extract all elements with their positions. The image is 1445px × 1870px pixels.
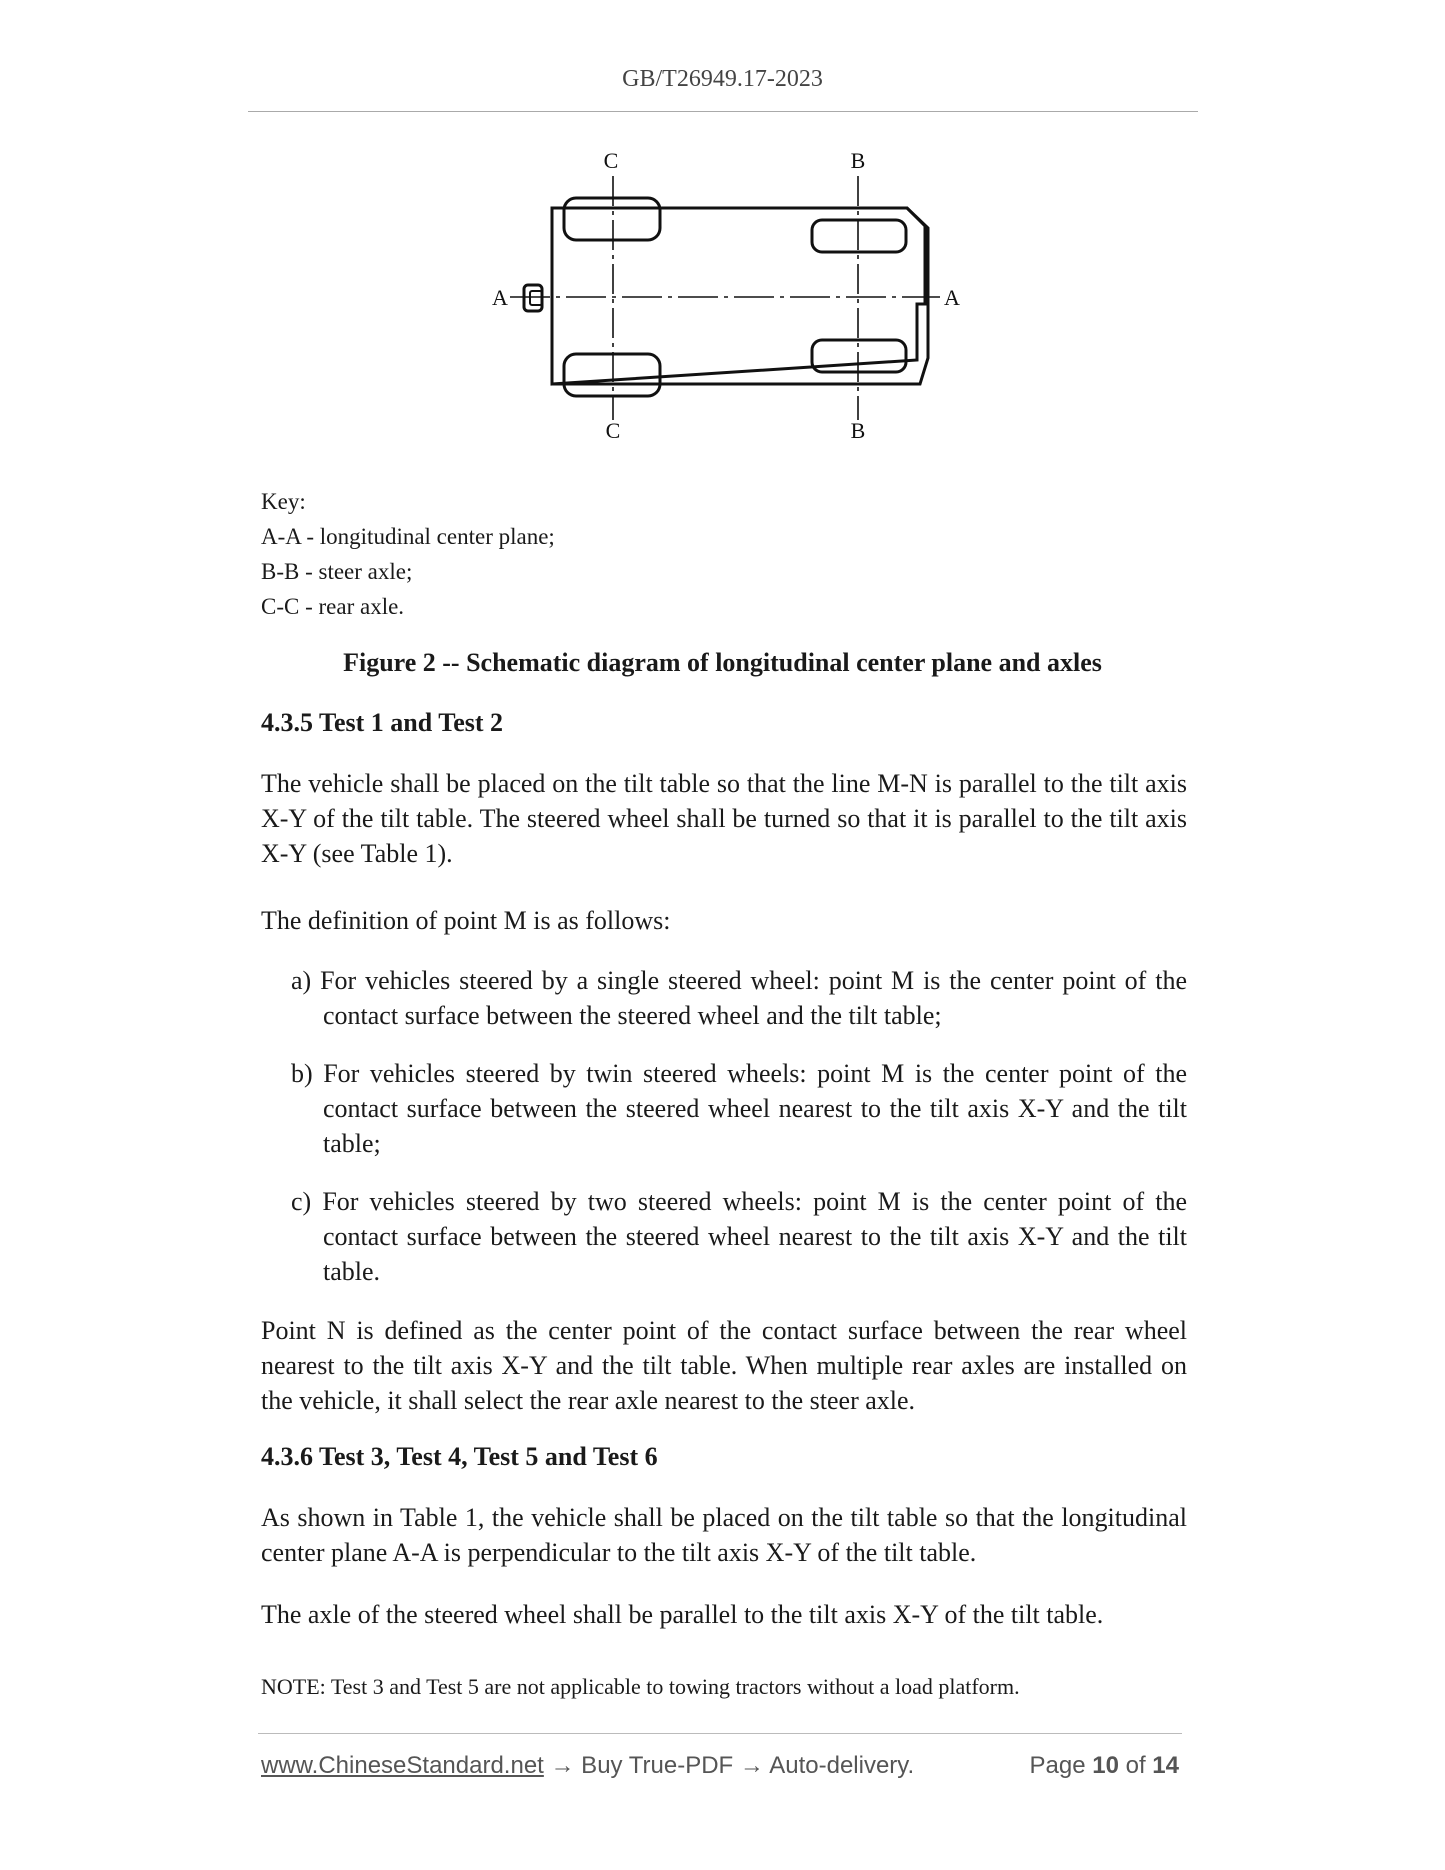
- page-label: Page: [1029, 1752, 1086, 1779]
- vehicle-axle-diagram: [480, 148, 970, 448]
- key-title: Key:: [261, 489, 306, 514]
- steer-wheel-top: [812, 220, 906, 252]
- header-rule: [248, 111, 1198, 112]
- paragraph-point-n: Point N is defined as the center point of the contact surface between the rear wheel nearest to the tilt axis X-Y and the tilt table. When multiple rear axles are installed on the vehicle, it shall select the rear axle nearest to the steer axle.: [261, 1316, 1187, 1415]
- document-id-header: GB/T26949.17-2023: [622, 66, 823, 92]
- footer-rule: [258, 1733, 1182, 1734]
- label-c-bottom: C: [605, 418, 621, 443]
- page-total: 14: [1152, 1752, 1179, 1779]
- section-heading-4-3-5: 4.3.5 Test 1 and Test 2: [261, 708, 504, 737]
- section-heading-4-3-6: 4.3.6 Test 3, Test 4, Test 5 and Test 6: [261, 1442, 658, 1471]
- label-a-right: A: [944, 285, 960, 310]
- list-item-a: a) For vehicles steered by a single steered wheel: point M is the center point of the contact surface between the steered wheel and the tilt table;: [291, 966, 1187, 1030]
- list-item-b: b) For vehicles steered by twin steered wheels: point M is the center point of the contact surface between the steered wheel nearest to the tilt axis X-Y and the tilt table;: [291, 1059, 1187, 1158]
- key-item-a-a: A-A - longitudinal center plane;: [261, 524, 555, 549]
- paragraph-point-m-intro: The definition of point M is as follows:: [261, 906, 671, 935]
- page-number: 10: [1092, 1752, 1119, 1779]
- paragraph-steered-axle: The axle of the steered wheel shall be parallel to the tilt axis X-Y of the tilt table.: [261, 1600, 1104, 1629]
- figure-caption: Figure 2 -- Schematic diagram of longitudinal center plane and axles: [343, 648, 1102, 677]
- note-text: NOTE: Test 3 and Test 5 are not applicable to towing tractors without a load platform.: [261, 1674, 1020, 1699]
- paragraph-line-m-n: The vehicle shall be placed on the tilt table so that the line M-N is parallel to the tilt axis X-Y of the tilt table. The steered wheel shall be turned so that it is parallel to the tilt axis X-Y (see Table 1).: [261, 769, 1187, 868]
- page-footer: [261, 1752, 1179, 1780]
- site-link[interactable]: www.ChineseStandard.net: [261, 1752, 544, 1779]
- label-b-top: B: [850, 148, 866, 173]
- figure-key: [261, 484, 555, 624]
- paragraph-center-plane: As shown in Table 1, the vehicle shall be placed on the tilt table so that the longitudinal center plane A-A is perpendicular to the tilt axis X-Y of the tilt table.: [261, 1503, 1187, 1567]
- of-label: of: [1125, 1752, 1146, 1779]
- list-item-c: c) For vehicles steered by two steered wheels: point M is the center point of the contact surface between the steered wheel nearest to the tilt axis X-Y and the tilt table.: [291, 1187, 1187, 1286]
- key-item-b-b: B-B - steer axle;: [261, 559, 413, 584]
- tow-hitch: [524, 285, 542, 311]
- rear-wheel-top: [564, 198, 660, 240]
- key-item-c-c: C-C - rear axle.: [261, 594, 405, 619]
- vehicle-body-outline: [552, 208, 925, 384]
- label-b-bottom: B: [850, 418, 866, 443]
- label-a-left: A: [492, 285, 508, 310]
- rear-wheel-bottom: [564, 354, 660, 396]
- label-c-top: C: [603, 148, 619, 173]
- footer-tagline: → Buy True-PDF → Auto-delivery.: [543, 1752, 915, 1779]
- page-indicator: [1030, 1752, 1180, 1780]
